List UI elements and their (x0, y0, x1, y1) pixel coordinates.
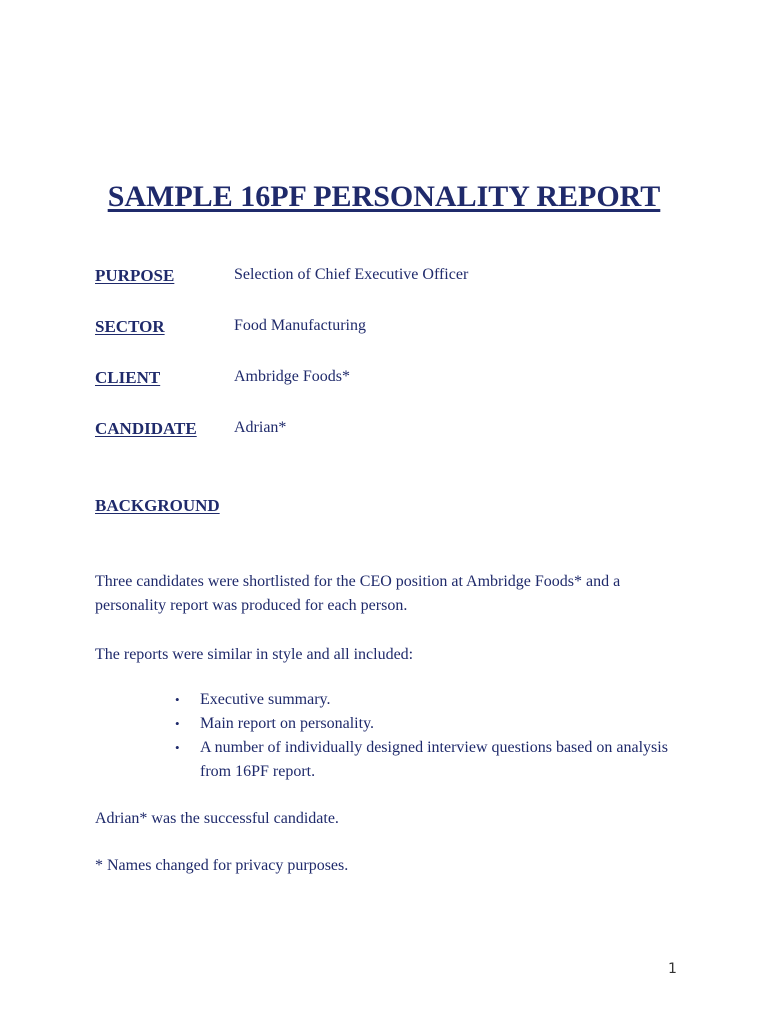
field-label-candidate: CANDIDATE (95, 419, 197, 438)
reports-intro-paragraph: The reports were similar in style and all included: (95, 646, 414, 663)
list-item (175, 712, 675, 736)
field-value-sector: Food Manufacturing (234, 317, 366, 334)
field-label-client: CLIENT (95, 368, 161, 387)
report-contents-list (175, 688, 675, 784)
field-label-sector: SECTOR (95, 317, 165, 336)
list-item-text: Executive summary. (200, 691, 331, 708)
outcome-paragraph: Adrian* was the successful candidate. (95, 810, 339, 827)
field-label-purpose: PURPOSE (95, 266, 175, 285)
report-title: SAMPLE 16PF PERSONALITY REPORT (107, 180, 661, 213)
background-heading: BACKGROUND (95, 496, 220, 515)
footnote: * Names changed for privacy purposes. (95, 857, 349, 874)
field-value-candidate: Adrian* (234, 419, 287, 436)
field-value-purpose: Selection of Chief Executive Officer (234, 266, 469, 283)
list-item (175, 688, 675, 712)
bullet-icon: • (175, 716, 180, 731)
list-item-text: Main report on personality. (200, 715, 375, 732)
list-item (175, 736, 675, 784)
bullet-icon: • (175, 692, 180, 707)
bullet-icon: • (175, 740, 180, 755)
field-value-client: Ambridge Foods* (234, 368, 350, 385)
list-item-text: A number of individually designed interview questions based on analysis from 16PF report. (200, 739, 668, 780)
page-number: 1 (668, 961, 677, 977)
background-paragraph: Three candidates were shortlisted for the CEO position at Ambridge Foods* and a personality report was produced for each person. (95, 573, 621, 614)
